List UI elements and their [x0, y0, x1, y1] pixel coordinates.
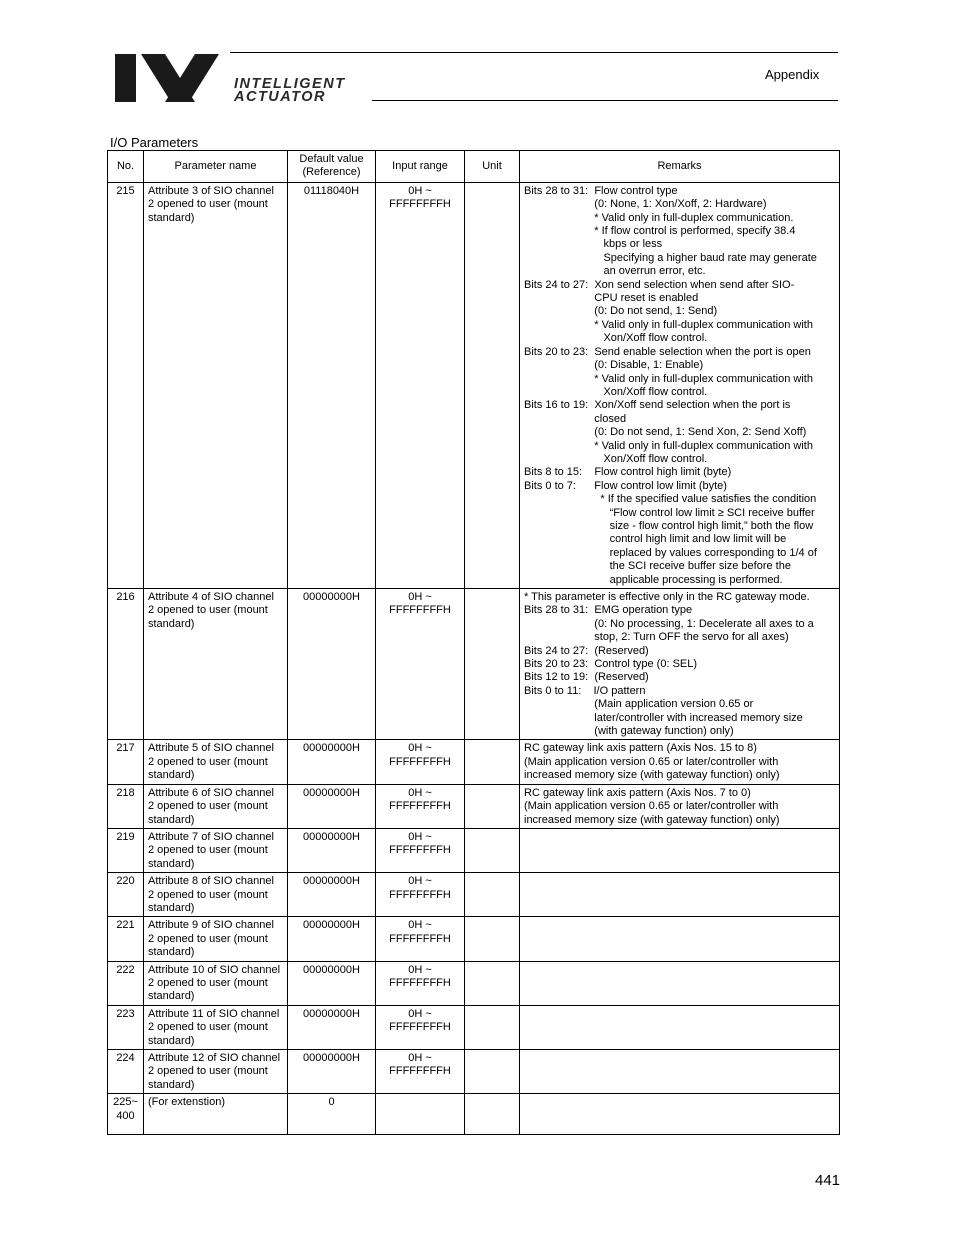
- remarks-line: * Valid only in full-duplex communication with: [524, 318, 813, 331]
- remarks-line: * Valid only in full-duplex communication.: [524, 211, 794, 224]
- cell-range: 0H ~ FFFFFFFFH: [376, 961, 465, 1005]
- cell-default: 00000000H: [288, 589, 376, 740]
- table-row: [108, 1050, 840, 1094]
- remarks-line: closed: [524, 412, 627, 425]
- brand-name-line2: ACTUATOR: [234, 88, 327, 105]
- cell-unit: [465, 182, 520, 588]
- cell-remarks: [520, 589, 840, 740]
- remarks-line: * If the specified value satisfies the condition: [524, 493, 817, 506]
- remarks-line: Bits 24 to 27: Xon send selection when send after SIO-: [524, 278, 795, 291]
- remarks-line: RC gateway link axis pattern (Axis Nos. 7 to 0): [524, 786, 751, 799]
- remarks-line: (0: Do not send, 1: Send Xon, 2: Send Xoff): [524, 426, 807, 439]
- remarks-line: later/controller with increased memory size: [524, 711, 803, 724]
- cell-remarks: [520, 961, 840, 1005]
- cell-default: 00000000H: [288, 828, 376, 872]
- cell-default: 00000000H: [288, 1005, 376, 1049]
- remarks-line: applicable processing is performed.: [524, 573, 783, 586]
- cell-remarks: [520, 1094, 840, 1135]
- brand-name-line1: INTELLIGENT: [234, 76, 346, 92]
- io-parameters-table: [107, 150, 840, 1135]
- cell-unit: [465, 1005, 520, 1049]
- cell-remarks: [520, 740, 840, 784]
- cell-default: 00000000H: [288, 917, 376, 961]
- cell-no: 222: [108, 961, 144, 1005]
- remarks-line: Bits 0 to 7: Flow control low limit (byte): [524, 479, 727, 492]
- col-header-default: Default value (Reference): [288, 151, 376, 183]
- cell-default: 0: [288, 1094, 376, 1135]
- cell-name: Attribute 8 of SIO channel 2 opened to user (mount standard): [144, 873, 288, 917]
- remarks-line: * If flow control is performed, specify 38.4: [524, 225, 796, 238]
- cell-name: Attribute 5 of SIO channel 2 opened to user (mount standard): [144, 740, 288, 784]
- remarks-line: the SCI receive buffer size before the: [524, 560, 791, 573]
- remarks-line: (0: Do not send, 1: Send): [524, 305, 718, 318]
- cell-default: 00000000H: [288, 784, 376, 828]
- cell-no: 225~ 400: [108, 1094, 144, 1135]
- cell-range: 0H ~ FFFFFFFFH: [376, 589, 465, 740]
- table-row: [108, 873, 840, 917]
- cell-no: 216: [108, 589, 144, 740]
- cell-unit: [465, 589, 520, 740]
- remarks-line: (Main application version 0.65 or: [524, 698, 754, 711]
- table-header-row: [108, 151, 840, 183]
- remarks-line: “Flow control low limit ≥ SCI receive buffer: [524, 506, 815, 519]
- remarks-line: * Valid only in full-duplex communication with: [524, 439, 813, 452]
- cell-unit: [465, 1094, 520, 1135]
- cell-range: 0H ~ FFFFFFFFH: [376, 740, 465, 784]
- section-label: Appendix: [765, 67, 820, 82]
- remarks-line: increased memory size (with gateway function) only): [524, 813, 780, 826]
- cell-unit: [465, 828, 520, 872]
- remarks-line: CPU reset is enabled: [524, 292, 699, 305]
- cell-remarks: [520, 917, 840, 961]
- remarks-line: Bits 16 to 19: Xon/Xoff send selection when the port is: [524, 399, 791, 412]
- remarks-line: Bits 28 to 31: Flow control type: [524, 184, 678, 197]
- remarks-line: (0: None, 1: Xon/Xoff, 2: Hardware): [524, 198, 767, 211]
- header-rule: [230, 52, 838, 53]
- cell-default: 00000000H: [288, 873, 376, 917]
- cell-remarks: [520, 1050, 840, 1094]
- cell-name: (For extenstion): [144, 1094, 288, 1135]
- remarks-line: Xon/Xoff flow control.: [524, 452, 708, 465]
- cell-no: 217: [108, 740, 144, 784]
- cell-remarks: [520, 784, 840, 828]
- cell-unit: [465, 1050, 520, 1094]
- cell-range: 0H ~ FFFFFFFFH: [376, 1005, 465, 1049]
- table-row: [108, 740, 840, 784]
- remarks-line: Bits 20 to 23: Control type (0: SEL): [524, 658, 698, 671]
- cell-name: Attribute 7 of SIO channel 2 opened to user (mount standard): [144, 828, 288, 872]
- cell-unit: [465, 784, 520, 828]
- cell-no: 215: [108, 182, 144, 588]
- remarks-line: Bits 24 to 27: (Reserved): [524, 644, 649, 657]
- cell-no: 221: [108, 917, 144, 961]
- page-number: 441: [815, 1172, 841, 1189]
- remarks-line: Xon/Xoff flow control.: [524, 385, 708, 398]
- cell-range: 0H ~ FFFFFFFFH: [376, 182, 465, 588]
- remarks-line: Xon/Xoff flow control.: [524, 332, 708, 345]
- remarks-line: Bits 8 to 15: Flow control high limit (byte): [524, 466, 732, 479]
- cell-name: Attribute 9 of SIO channel 2 opened to user (mount standard): [144, 917, 288, 961]
- remarks-line: kbps or less: [524, 238, 663, 251]
- cell-default: 01118040H: [288, 182, 376, 588]
- col-header-unit: Unit: [465, 151, 520, 183]
- remarks-line: * This parameter is effective only in the RC gateway mode.: [524, 591, 810, 603]
- cell-name: Attribute 12 of SIO channel 2 opened to user (mount standard): [144, 1050, 288, 1094]
- remarks-line: RC gateway link axis pattern (Axis Nos. 15 to 8): [524, 742, 757, 755]
- table-row: [108, 182, 840, 588]
- cell-remarks: [520, 828, 840, 872]
- remarks-line: Specifying a higher baud rate may generate: [524, 251, 817, 264]
- cell-no: 224: [108, 1050, 144, 1094]
- table-title: I/O Parameters: [110, 135, 199, 150]
- cell-unit: [465, 873, 520, 917]
- table-row: [108, 589, 840, 740]
- cell-range: 0H ~ FFFFFFFFH: [376, 1050, 465, 1094]
- remarks-line: (Main application version 0.65 or later/controller with: [524, 800, 779, 813]
- cell-name: Attribute 10 of SIO channel 2 opened to user (mount standard): [144, 961, 288, 1005]
- remarks-line: Bits 0 to 11: I/O pattern: [524, 684, 646, 697]
- col-header-remarks: Remarks: [520, 151, 840, 183]
- cell-range: 0H ~ FFFFFFFFH: [376, 828, 465, 872]
- remarks-line: (with gateway function) only): [524, 725, 734, 738]
- cell-no: 219: [108, 828, 144, 872]
- table-row: [108, 828, 840, 872]
- remarks-line: (0: Disable, 1: Enable): [524, 359, 704, 372]
- cell-name: Attribute 11 of SIO channel 2 opened to user (mount standard): [144, 1005, 288, 1049]
- brand-name: [234, 78, 346, 103]
- remarks-line: size - flow control high limit,” both the flow: [524, 519, 814, 532]
- remarks-line: (0: No processing, 1: Decelerate all axes to a: [524, 617, 814, 630]
- remarks-line: Bits 20 to 23: Send enable selection when the port is open: [524, 345, 811, 358]
- table-row: [108, 784, 840, 828]
- remarks-line: replaced by values corresponding to 1/4 of: [524, 546, 817, 559]
- cell-remarks: [520, 873, 840, 917]
- remarks-line: Bits 12 to 19: (Reserved): [524, 671, 649, 684]
- cell-remarks: [520, 1005, 840, 1049]
- cell-default: 00000000H: [288, 1050, 376, 1094]
- remarks-line: stop, 2: Turn OFF the servo for all axes): [524, 631, 789, 644]
- table-row: [108, 1005, 840, 1049]
- header-rule-lower: [372, 100, 838, 101]
- col-header-no: No.: [108, 151, 144, 183]
- col-header-name: Parameter name: [144, 151, 288, 183]
- cell-range: 0H ~ FFFFFFFFH: [376, 873, 465, 917]
- remarks-line: Bits 28 to 31: EMG operation type: [524, 604, 693, 617]
- cell-range: [376, 1094, 465, 1135]
- table-row: [108, 917, 840, 961]
- table-row: [108, 1094, 840, 1135]
- cell-no: 220: [108, 873, 144, 917]
- col-header-range: Input range: [376, 151, 465, 183]
- remarks-line: * Valid only in full-duplex communication with: [524, 372, 813, 385]
- cell-default: 00000000H: [288, 961, 376, 1005]
- cell-unit: [465, 961, 520, 1005]
- cell-default: 00000000H: [288, 740, 376, 784]
- remarks-line: an overrun error, etc.: [524, 265, 706, 278]
- table-row: [108, 961, 840, 1005]
- cell-no: 218: [108, 784, 144, 828]
- remarks-line: (Main application version 0.65 or later/controller with: [524, 755, 779, 768]
- remarks-line: increased memory size (with gateway function) only): [524, 769, 780, 782]
- cell-unit: [465, 740, 520, 784]
- cell-remarks: [520, 182, 840, 588]
- cell-no: 223: [108, 1005, 144, 1049]
- cell-range: 0H ~ FFFFFFFFH: [376, 917, 465, 961]
- cell-name: Attribute 4 of SIO channel 2 opened to user (mount standard): [144, 589, 288, 740]
- cell-name: Attribute 6 of SIO channel 2 opened to user (mount standard): [144, 784, 288, 828]
- cell-range: 0H ~ FFFFFFFFH: [376, 784, 465, 828]
- cell-unit: [465, 917, 520, 961]
- remarks-line: control high limit and low limit will be: [524, 533, 787, 546]
- cell-name: Attribute 3 of SIO channel 2 opened to user (mount standard): [144, 182, 288, 588]
